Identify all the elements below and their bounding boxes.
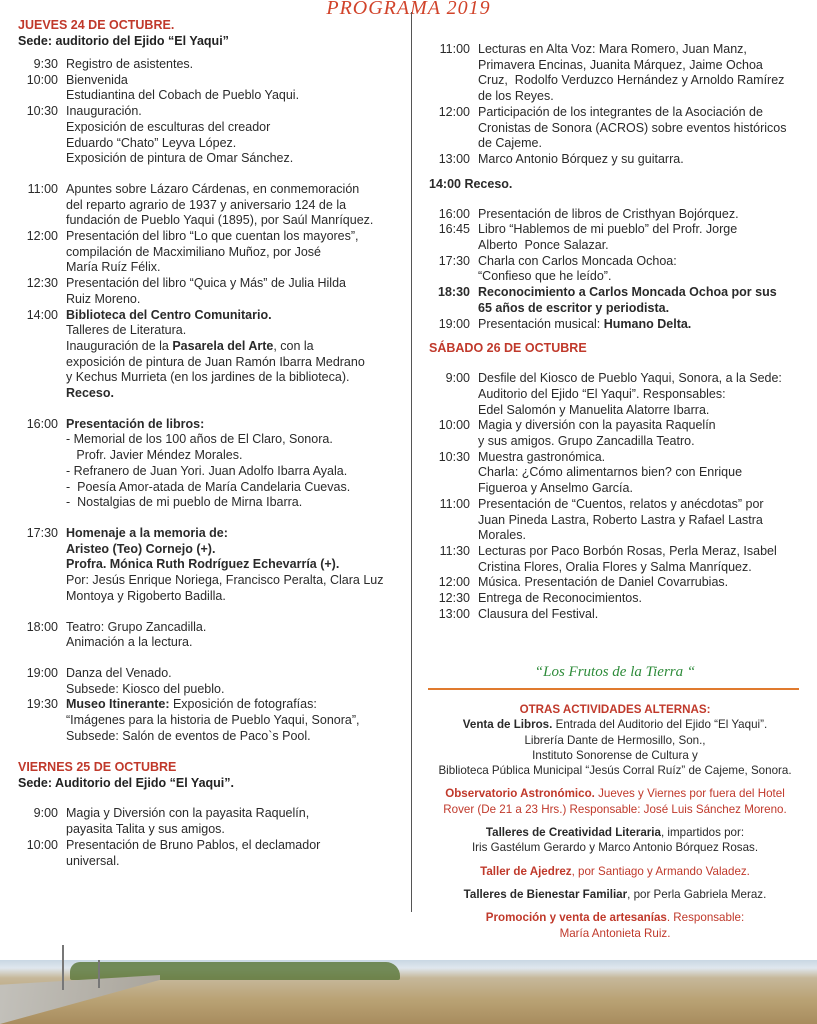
- schedule-description: Homenaje a la memoria de: Aristeo (Teo) Cornejo (+). Profra. Mónica Ruth Rodríguez Echevarría (+). Por: Jesús Enrique Noriega, Francisco Peralta, Clara Luz Montoya y Rigoberto Badilla.: [66, 525, 384, 603]
- schedule-time: 16:45: [438, 222, 470, 237]
- schedule-time: 13:00: [438, 606, 470, 621]
- schedule-description: Reconocimiento a Carlos Moncada Ochoa por sus 65 años de escritor y periodista.: [478, 285, 777, 315]
- schedule-description: Presentación de “Cuentos, relatos y anécdotas” por Juan Pineda Lastra, Roberto Lastra y Rafael Lastra Morales.: [478, 496, 764, 543]
- schedule-time: 9:00: [33, 806, 58, 821]
- right-column: [429, 42, 801, 623]
- alt-workshops-label: Talleres de Creatividad Literaria: [485, 826, 661, 840]
- day-heading-friday: VIERNES 25 DE OCTUBRE: [18, 760, 177, 775]
- schedule-time: 12:00: [438, 104, 470, 119]
- alt-books-label: Venta de Libros.: [462, 718, 553, 732]
- schedule-time: 11:00: [439, 42, 470, 56]
- alt-crafts-line: María Antonieta Ruiz.: [559, 926, 671, 940]
- schedule-item: [18, 57, 406, 73]
- day-heading-thursday: JUEVES 24 DE OCTUBRE.: [18, 18, 175, 32]
- schedule-description: Presentación del libro “Quica y Más” de Julia Hilda Ruiz Moreno.: [66, 276, 346, 306]
- schedule-description: Participación de los integrantes de la Asociación de Cronistas de Sonora (ACROS) sobre eventos históricos de Cajeme.: [478, 104, 787, 151]
- schedule-description: Bienvenida Estudiantina del Cobach de Pueblo Yaqui.: [66, 72, 300, 103]
- venue-friday: Sede: Auditorio del Ejido “El Yaqui”.: [18, 776, 234, 791]
- schedule-time: 11:30: [439, 543, 470, 558]
- schedule-time: 9:00: [445, 371, 470, 386]
- schedule-description: Presentación de libros de Cristhyan Bojórquez.: [478, 206, 739, 221]
- schedule-description: Muestra gastronómica. Charla: ¿Cómo alimentarnos bien? con Enrique Figueroa y Anselmo García.: [478, 449, 743, 496]
- schedule-item: [429, 497, 801, 544]
- schedule-item: [18, 73, 406, 104]
- schedule-item: [18, 417, 406, 511]
- alt-books-text: Entrada del Auditorio del Ejido “El Yaqui”.: [552, 718, 768, 732]
- schedule-item: [18, 104, 406, 167]
- schedule-item: [429, 105, 801, 152]
- alt-family-text: , por Perla Gabriela Meraz.: [627, 887, 767, 901]
- alt-books-line: Biblioteca Pública Municipal “Jesús Corral Ruíz” de Cajeme, Sonora.: [438, 764, 792, 778]
- alt-workshops: [429, 825, 801, 856]
- alt-chess: [429, 864, 801, 879]
- schedule-time: 12:30: [438, 591, 470, 606]
- alt-workshops-text: , impartidos por:: [660, 826, 745, 840]
- schedule-item: [429, 591, 801, 607]
- schedule-item: [18, 526, 406, 605]
- schedule-description: Lecturas por Paco Borbón Rosas, Perla Meraz, Isabel Cristina Flores, Oralia Flores y Salma Manríquez.: [478, 543, 777, 574]
- day-heading-saturday: SÁBADO 26 DE OCTUBRE: [429, 341, 587, 356]
- schedule-description: Presentación de libros: - Memorial de los 100 años de El Claro, Sonora. Profr. Javier Méndez Morales. - Refranero de Juan Yori. Juan Adolfo Ibarra Ayala. - Poesía Amor-atada de María Candelaria Cuevas. - Nostalgias de mi pueblo de Mirna Ibarra.: [66, 416, 351, 510]
- schedule-time: 10:30: [438, 449, 470, 464]
- schedule-description: Libro “Hablemos de mi pueblo” del Profr. Jorge Alberto Ponce Salazar.: [478, 222, 738, 253]
- tree-line: [70, 962, 400, 980]
- orange-divider: [428, 688, 799, 690]
- schedule-description: Biblioteca del Centro Comunitario. Talleres de Literatura. Inauguración de la Pasarela del Arte, con la exposición de pintura de Juan Ramón Ibarra Medrano y Kechus Murrieta (en los jardines de la biblioteca). Receso.: [66, 307, 365, 401]
- schedule-description: Danza del Venado. Subsede: Kiosco del pueblo.: [66, 665, 225, 696]
- schedule-item: [429, 418, 801, 449]
- schedule-item: [429, 575, 801, 591]
- frutos-heading: “Los Frutos de la Tierra “: [534, 664, 696, 680]
- schedule-time: 10:00: [26, 72, 58, 87]
- schedule-item: [18, 697, 406, 744]
- schedule-time: 12:00: [26, 229, 58, 244]
- alt-books-line: Librería Dante de Hermosillo, Son.,: [524, 733, 706, 747]
- schedule-time: 11:00: [27, 181, 58, 196]
- schedule-item: [18, 182, 406, 229]
- alt-books: [429, 717, 801, 778]
- schedule-item: [18, 620, 406, 651]
- schedule-description: Desfile del Kiosco de Pueblo Yaqui, Sonora, a la Sede: Auditorio del Ejido “El Yaqui”. Responsables: Edel Salomón y Manuelita Alatorre Ibarra.: [478, 371, 782, 417]
- utility-pole: [98, 960, 100, 988]
- schedule-item: [429, 152, 801, 168]
- schedule-time: 19:00: [438, 316, 470, 331]
- schedule-description: Presentación del libro “Lo que cuentan los mayores”, compilación de Macximiliano Muñoz, por José María Ruíz Félix.: [66, 229, 359, 275]
- alt-family-label: Talleres de Bienestar Familiar: [463, 887, 628, 901]
- schedule-description: Teatro: Grupo Zancadilla. Animación a la lectura.: [66, 619, 207, 650]
- schedule-time: 19:00: [26, 665, 58, 680]
- schedule-time: 9:30: [33, 57, 58, 71]
- schedule-description: Charla con Carlos Moncada Ochoa: “Confieso que he leído”.: [478, 253, 677, 284]
- alt-workshops-line: Iris Gastélum Gerardo y Marco Antonio Bórquez Rosas.: [471, 841, 759, 855]
- schedule-item: [18, 276, 406, 307]
- schedule-item: [429, 371, 801, 418]
- schedule-time: 18:00: [26, 619, 58, 634]
- schedule-item: [429, 285, 801, 316]
- schedule-time: 16:00: [26, 416, 58, 431]
- schedule-item: [429, 607, 801, 623]
- schedule-time: 17:30: [438, 253, 470, 268]
- schedule-item: [18, 806, 406, 837]
- alt-observatory: [429, 786, 801, 817]
- schedule-item: [18, 666, 406, 697]
- schedule-time: 12:30: [26, 276, 58, 291]
- alt-chess-label: Taller de Ajedrez: [480, 864, 572, 878]
- schedule-description: Magia y diversión con la payasita Raquelín y sus amigos. Grupo Zancadilla Teatro.: [478, 418, 716, 449]
- schedule-item: [18, 838, 406, 869]
- schedule-time: 11:00: [439, 496, 470, 511]
- schedule-item: [429, 207, 801, 223]
- schedule-description: Presentación de Bruno Pablos, el declamador universal.: [66, 837, 321, 868]
- schedule-time: 18:30: [438, 285, 470, 300]
- program-title: PROGRAMA 2019: [326, 0, 491, 19]
- schedule-item: [429, 450, 801, 497]
- schedule-description: Registro de asistentes.: [66, 57, 194, 71]
- column-divider: [411, 12, 412, 912]
- schedule-time: 12:00: [438, 575, 470, 590]
- alt-chess-text: , por Santiago y Armando Valadez.: [571, 864, 750, 878]
- schedule-item: [18, 308, 406, 402]
- schedule-description: Museo Itinerante: Exposición de fotografías: “Imágenes para la historia de Pueblo Yaqui, Sonora”, Subsede: Salón de eventos de Paco`s Pool.: [66, 697, 360, 743]
- alternate-activities: [429, 702, 801, 949]
- schedule-description: Lecturas en Alta Voz: Mara Romero, Juan Manz, Primavera Encinas, Juanita Márquez, Jaime Ochoa Cruz, Rodolfo Verduzco Hernández y Arnoldo Ramírez de los Reyes.: [478, 42, 785, 104]
- schedule-time: 19:30: [26, 697, 58, 712]
- schedule-time: 13:00: [438, 151, 470, 166]
- alt-crafts-label: Promoción y venta de artesanías: [485, 911, 667, 925]
- schedule-description: Magia y Diversión con la payasita Raquelín, payasita Talita y sus amigos.: [66, 806, 310, 837]
- alt-crafts-text: . Responsable:: [666, 911, 745, 925]
- schedule-description: Apuntes sobre Lázaro Cárdenas, en conmemoración del reparto agrario de 1937 y aniversario 124 de la fundación de Pueblo Yaqui (1895), por Saúl Manríquez.: [66, 181, 374, 228]
- left-column: [18, 17, 406, 869]
- schedule-item: [429, 544, 801, 575]
- schedule-time: 10:30: [26, 104, 58, 119]
- schedule-time: 10:00: [26, 837, 58, 852]
- utility-pole: [62, 945, 64, 990]
- schedule-description: Entrega de Reconocimientos.: [478, 591, 642, 606]
- schedule-time: 10:00: [438, 418, 470, 433]
- alt-books-line: Instituto Sonorense de Cultura y: [532, 748, 698, 762]
- schedule-item: [429, 254, 801, 285]
- schedule-item: [429, 42, 801, 105]
- schedule-description: Música. Presentación de Daniel Covarrubias.: [478, 575, 729, 590]
- venue-thursday: Sede: auditorio del Ejido “El Yaqui”: [18, 34, 229, 48]
- schedule-item: [18, 229, 406, 276]
- alt-observatory-label: Observatorio Astronómico.: [445, 787, 595, 801]
- schedule-description: Inauguración. Exposición de esculturas del creador Eduardo “Chato” Leyva López. Exposición de pintura de Omar Sánchez.: [66, 104, 294, 166]
- alt-family: [429, 887, 801, 902]
- alt-title: OTRAS ACTIVIDADES ALTERNAS:: [519, 703, 711, 716]
- schedule-time: 17:30: [26, 525, 58, 540]
- schedule-time: 14:00: [26, 307, 58, 322]
- schedule-description: Clausura del Festival.: [478, 606, 599, 621]
- alt-observatory-line: Rover (De 21 a 23 Hrs.) Responsable: José Luis Sánchez Moreno.: [443, 802, 787, 816]
- alt-observatory-text: Jueves y Viernes por fuera del Hotel: [594, 787, 785, 801]
- schedule-time: 16:00: [438, 206, 470, 221]
- schedule-item: [429, 222, 801, 253]
- alt-crafts: [429, 910, 801, 941]
- schedule-description: Presentación musical: Humano Delta.: [478, 316, 692, 331]
- schedule-description: Marco Antonio Bórquez y su guitarra.: [478, 151, 684, 166]
- recess-line: 14:00 Receso.: [429, 176, 513, 191]
- schedule-item: [429, 317, 801, 333]
